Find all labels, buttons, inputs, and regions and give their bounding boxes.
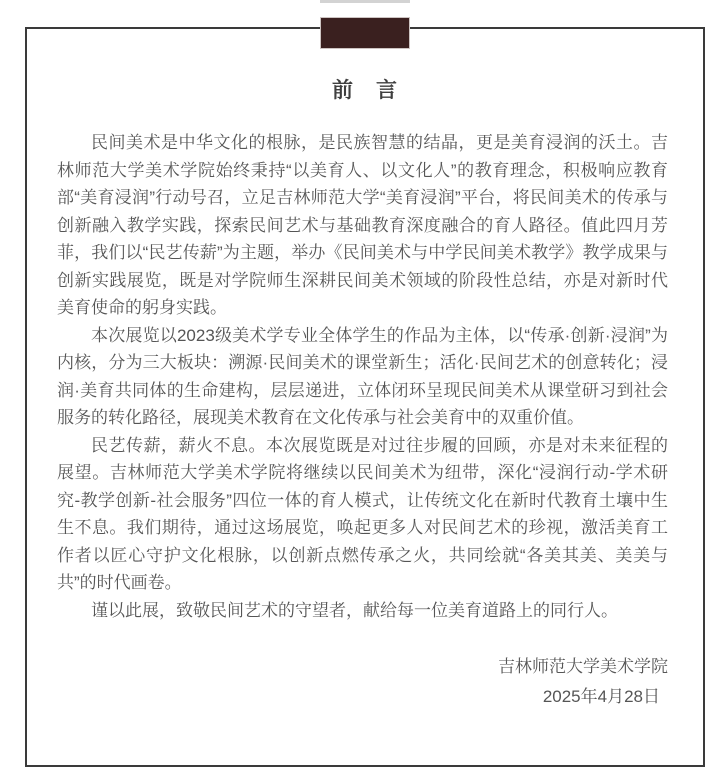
signature-date: 2025年4月28日 [542, 687, 660, 706]
page-border-frame [25, 27, 705, 767]
paragraph-4: 谨以此展，致敬民间艺术的守望者，献给每一位美育道路上的同行人。 [91, 600, 618, 620]
signature-organization: 吉林师范大学美术学院 [498, 657, 668, 676]
paragraph-2: 本次展览以2023级美术学专业全体学生的作品为主体，以“传承·创新·浸润”为内核，分为三大板块：溯源·民间美术的课堂新生；活化·民间艺术的创意转化；浸润·美育共同体的生命建构，层层递进，立体闭环呈现民间美术从课堂研习到社会服务的转化路径，展现美术教育在文化传承与社会美育中的双重价值。 [57, 325, 668, 427]
signature-block [27, 652, 703, 712]
page-title: 前 言 [332, 79, 398, 102]
header-accent-block [320, 17, 410, 49]
paragraph-1: 民间美术是中华文化的根脉，是民族智慧的结晶，更是美育浸润的沃土。吉林师范大学美术学院始终秉持“以美育人、以文化人”的教育理念，积极响应教育部“美育浸润”行动号召，立足吉林师范大学“美育浸润”平台，将民间美术的传承与创新融入教学实践，探索民间艺术与基础教育深度融合的育人路径。值此四月芳菲，我们以“民艺传薪”为主题，举办《民间美术与中学民间美术教学》教学成果与创新实践展览，既是对学院师生深耕民间美术领域的阶段性总结，亦是对新时代美育使命的躬身实践。 [57, 133, 668, 317]
previous-element-sliver [320, 0, 410, 3]
preface-body [27, 129, 703, 624]
paragraph-3: 民艺传薪，薪火不息。本次展览既是对过往步履的回顾，亦是对未来征程的展望。吉林师范大学美术学院将继续以民间美术为纽带，深化“浸润行动-学术研究-教学创新-社会服务”四位一体的育人模式，让传统文化在新时代教育土壤中生生不息。我们期待，通过这场展览，唤起更多人对民间艺术的珍视，激活美育工作者以匠心守护文化根脉，以创新点燃传承之火，共同绘就“各美其美、美美与共”的时代画卷。 [57, 435, 668, 592]
